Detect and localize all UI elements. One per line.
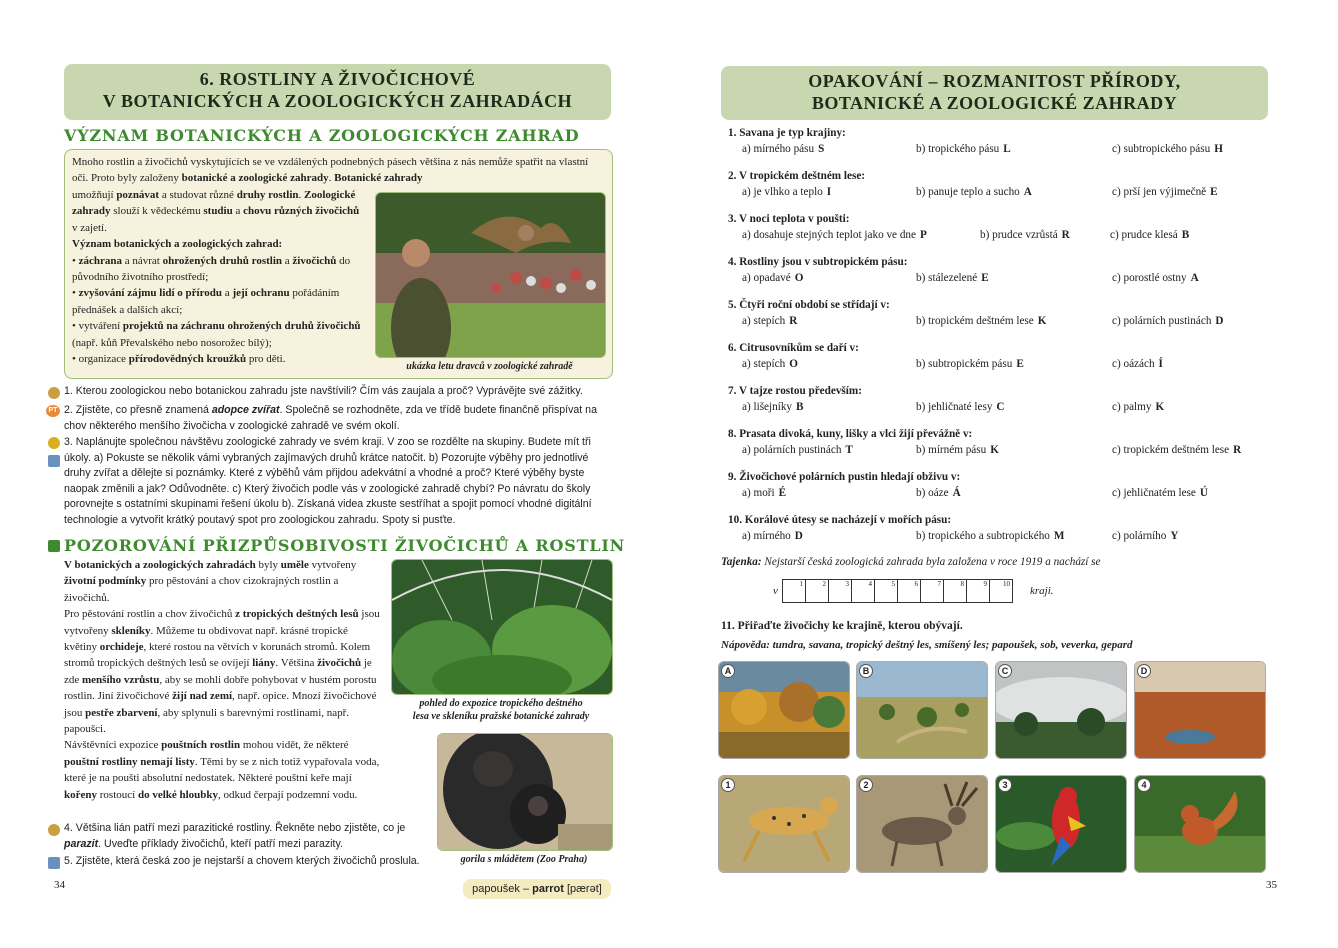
answer-text: b) tropickém deštném lese xyxy=(916,315,1034,327)
question-text: 10. Korálové útesy se nacházejí v mořích pásu: xyxy=(728,514,952,526)
answer-text: b) jehličnaté lesy xyxy=(916,401,993,413)
answer-option[interactable] xyxy=(1110,227,1189,244)
quiz-question xyxy=(728,168,1268,201)
landscape-label-c: C xyxy=(998,664,1012,678)
tajenka-cell[interactable] xyxy=(966,579,990,603)
answer-letter: R xyxy=(1061,229,1070,241)
answer-option[interactable] xyxy=(742,528,803,545)
observation-text: V botanických a zoologických zahradách byly uměle vytvořeny životní podmínky pro pěstování a chov cizokrajných rostlin a živočichů. Pro pěstování rostlin a chov živočichů z tropických deštných lesů jsou vytvořeny skleníky. Můžeme tu obdivovat např. krásné tropické květiny orchideje, které rostou na větvích v korunách stromů. Kolem stromů tropických deštných lesů se ovíjejí liány. Většina živočichů je zde menšího vzrůstu, aby se mohli dobře pohybovat v hustém porostu rostlin. Jiní živočichové žijí nad zemí, např. opice. Mnozí živočichové jsou pestře zbarvení, aby splynuli s barevnými rostlinami, např. papoušci. Návštěvníci expozice pouštních rostlin mohou vidět, že některé pouštní rostliny nemají listy. Těmi by se z nich totiž vypařovala voda, které je na poušti absolutní nedostatek. Některé pouštní keře mají kořeny rostoucí do velké hloubky, odkud čerpají podzemní vodu. xyxy=(64,559,380,801)
answer-row xyxy=(728,399,1268,416)
answer-text: b) subtropickém pásu xyxy=(916,358,1013,370)
vocab-badge: papoušek – parrot [pærət] xyxy=(463,879,611,899)
review-title-line2: BOTANICKÉ A ZOOLOGICKÉ ZAHRADY xyxy=(811,93,1178,113)
question-text: 1. Savana je typ krajiny: xyxy=(728,127,846,139)
tajenka-cell[interactable] xyxy=(782,579,806,603)
review-title-line1: OPAKOVÁNÍ – ROZMANITOST PŘÍRODY, xyxy=(808,71,1181,91)
task-1: 1. Kterou zoologickou nebo botanickou zahradu jste navštívili? Čím vás zaujala a proč? Vyprávějte své zážitky. xyxy=(64,385,583,397)
section-title-2: POZOROVÁNÍ PŘIZPŮSOBIVOSTI ŽIVOČICHŮ A ROSTLIN xyxy=(64,536,626,555)
section-title: VÝZNAM BOTANICKÝCH A ZOOLOGICKÝCH ZAHRAD xyxy=(64,126,580,145)
tajenka-cell[interactable] xyxy=(874,579,898,603)
napoveda: Nápověda: tundra, savana, tropický deštný les, smíšený les; papoušek, sob, veverka, gepard xyxy=(721,639,1133,651)
answer-letter: A xyxy=(1023,186,1032,198)
answer-option[interactable] xyxy=(1112,184,1218,201)
answer-option[interactable] xyxy=(916,356,1024,373)
answer-letter: Y xyxy=(1170,530,1179,542)
answer-text: a) mírného xyxy=(742,530,791,542)
cell-number: 10 xyxy=(1003,580,1010,588)
answer-letter: B xyxy=(1181,229,1190,241)
photo-caption: ukázka letu dravců v zoologické zahradě xyxy=(406,361,573,372)
animal-label-3: 3 xyxy=(998,778,1012,792)
animal-3-photo xyxy=(995,775,1127,873)
answer-text: c) prudce klesá xyxy=(1110,229,1178,241)
answer-option[interactable] xyxy=(1112,313,1224,330)
answer-letter: B xyxy=(796,401,804,413)
answer-text: c) polárních pustinách xyxy=(1112,315,1212,327)
answer-text: c) oázách xyxy=(1112,358,1155,370)
answer-option[interactable] xyxy=(742,141,824,158)
animal-1-photo xyxy=(718,775,850,873)
answer-text: a) stepích xyxy=(742,358,786,370)
answer-row xyxy=(728,184,1268,201)
tajenka-cell[interactable] xyxy=(897,579,921,603)
answer-text: c) porostlé ostny xyxy=(1112,272,1187,284)
answer-option[interactable] xyxy=(916,141,1011,158)
answer-option[interactable] xyxy=(1112,356,1163,373)
answer-option[interactable] xyxy=(1112,399,1164,416)
cell-number: 1 xyxy=(799,580,803,588)
answer-letter: K xyxy=(1037,315,1047,327)
answer-letter: E xyxy=(1016,358,1024,370)
answer-letter: D xyxy=(1215,315,1224,327)
animal-label-1: 1 xyxy=(721,778,735,792)
quiz-question xyxy=(728,469,1268,502)
answer-option[interactable] xyxy=(916,399,1005,416)
info-text: Mnoho rostlin a živočichů vyskytujících se ve vzdálených podnebných pásech většina z nás nemůže spatřit na vlastní oči. Proto byly založeny botanické a zoologické zahrady. Botanické zahrady xyxy=(72,156,589,185)
landscape-a-photo xyxy=(718,661,850,759)
answer-text: a) je vlhko a teplo xyxy=(742,186,823,198)
landscape-label-a: A xyxy=(721,664,735,678)
answer-option[interactable] xyxy=(916,184,1032,201)
answer-option[interactable] xyxy=(1112,141,1223,158)
question-text: 9. Živočichové polárních pustin hledají obživu v: xyxy=(728,471,961,483)
answer-letter: A xyxy=(1190,272,1199,284)
review-banner xyxy=(721,66,1268,120)
answer-letter: O xyxy=(794,272,804,284)
tajenka-end: kraji. xyxy=(1030,585,1054,597)
question-text: 3. V noci teplota v poušti: xyxy=(728,213,850,225)
animal-label-4: 4 xyxy=(1137,778,1151,792)
answer-text: b) stálezelené xyxy=(916,272,978,284)
answer-letter: Í xyxy=(1158,358,1163,370)
pt-icon: PT xyxy=(46,405,60,417)
answer-text: a) lišejníky xyxy=(742,401,793,413)
tajenka: Tajenka: Nejstarší česká zoologická zahrada byla založena v roce 1919 a nachází se xyxy=(721,556,1101,568)
tajenka-cell[interactable] xyxy=(851,579,875,603)
question-text: 2. V tropickém deštném lese: xyxy=(728,170,866,182)
page-number-left: 34 xyxy=(54,879,65,891)
answer-letter: K xyxy=(1155,401,1165,413)
answer-option[interactable] xyxy=(916,313,1046,330)
answer-text: a) moři xyxy=(742,487,775,499)
landscape-b-photo xyxy=(856,661,988,759)
task-4: 4. Většina lián patří mezi parazitické rostliny. Řekněte nebo zjistěte, co je parazit. Uveďte příklady živočichů, kteří patří mezi parazity. xyxy=(64,822,406,850)
cell-number: 6 xyxy=(914,580,918,588)
question-text: 5. Čtyři roční období se střídají v: xyxy=(728,299,890,311)
answer-letter: H xyxy=(1214,143,1223,155)
tajenka-cell[interactable] xyxy=(943,579,967,603)
answer-letter: P xyxy=(919,229,927,241)
landscape-label-b: B xyxy=(859,664,873,678)
answer-text: c) polárního xyxy=(1112,530,1167,542)
answer-letter: C xyxy=(996,401,1005,413)
landscape-c-photo xyxy=(995,661,1127,759)
answer-text: c) jehličnatém lese xyxy=(1112,487,1196,499)
cell-number: 4 xyxy=(868,580,872,588)
task-3: 3. Naplánujte společnou návštěvu zoologické zahrady ve svém kraji. V zoo se rozdělte na skupiny. Budete mít tři úkoly. a) Pokuste se několik vámi vybraných zajímavých druhů krátce natočit. b) Pozorujte výběhy pro jednotlivé druhy zvířat a dělejte si poznámky. Které z výběhů vám přijdou adekvátní a vhodné a proč? Které výběhy byste naopak změnili a jak? Odůvodněte. c) Který živočich podle vás v zoologické zahradě chybí? Po návratu do školy porovnejte s ostatními skupinami řešení úkolu b). Získaná videa zkuste sestříhat a spojit pomocí vhodné digitální technologie a vytvořit krátký poutavý spot pro zoologickou zahradu. Spoty si pusťte. xyxy=(64,436,592,526)
animal-4-photo xyxy=(1134,775,1266,873)
answer-option[interactable] xyxy=(980,227,1070,244)
answer-option[interactable] xyxy=(742,313,797,330)
answer-text: b) oáze xyxy=(916,487,949,499)
quiz-question xyxy=(728,426,1268,459)
tajenka-grid xyxy=(783,579,1013,603)
landscape-label-d: D xyxy=(1137,664,1151,678)
cell-number: 5 xyxy=(891,580,895,588)
quiz-question xyxy=(728,383,1268,416)
answer-letter: L xyxy=(1003,143,1011,155)
quiz-question xyxy=(728,254,1268,287)
answer-letter: D xyxy=(794,530,803,542)
quiz-question xyxy=(728,512,1268,545)
cell-number: 8 xyxy=(960,580,964,588)
answer-option[interactable] xyxy=(742,485,786,502)
answer-letter: R xyxy=(789,315,798,327)
answer-row xyxy=(728,356,1268,373)
chapter-title-line2: V BOTANICKÝCH A ZOOLOGICKÝCH ZAHRADÁCH xyxy=(102,91,573,111)
tajenka-cell[interactable] xyxy=(989,579,1013,603)
cell-number: 7 xyxy=(937,580,941,588)
question-text: 7. V tajze rostou především: xyxy=(728,385,862,397)
answer-row xyxy=(728,528,1268,545)
tajenka-cell[interactable] xyxy=(805,579,829,603)
answer-letter: I xyxy=(826,186,832,198)
tajenka-cell[interactable] xyxy=(828,579,852,603)
question-text: 8. Prasata divoká, kuny, lišky a vlci žijí převážně v: xyxy=(728,428,973,440)
answer-row xyxy=(728,270,1268,287)
animal-2-photo xyxy=(856,775,988,873)
answer-text: a) dosahuje stejných teplot jako ve dne xyxy=(742,229,916,241)
answer-option[interactable] xyxy=(1112,442,1241,459)
answer-row xyxy=(728,485,1268,502)
info-text-col: umožňují poznávat a studovat různé druhy rostlin. Zoologické zahrady slouží k vědeckému studiu a chovu různých živočichů v zajetí. Význam botanických a zoologických zahrad: • záchrana a návrat ohrožených druhů rostlin a živočichů do původního životního prostředí; • zvyšování zájmu lidí o přírodu a její ochranu pořádáním přednášek a dalších akcí; • vytváření projektů na záchranu ohrožených druhů živočichů (např. kůň Převalského nebo nosorožec bílý); • organizace přírodovědných kroužků pro děti. xyxy=(72,189,361,366)
answer-letter: M xyxy=(1053,530,1065,542)
tajenka-v: v xyxy=(773,585,778,597)
answer-text: b) mírném pásu xyxy=(916,444,987,456)
answer-letter: Á xyxy=(952,487,961,499)
answer-option[interactable] xyxy=(742,184,831,201)
quiz-question xyxy=(728,211,1268,244)
answer-letter: E xyxy=(981,272,989,284)
answer-option[interactable] xyxy=(1112,528,1178,545)
task-2: 2. Zjistěte, co přesně znamená adopce zvířat. Společně se rozhodněte, zda ve třídě budete finančně přispívat na chov některého menšího živočicha v zoologické zahradě ve svém okolí. xyxy=(64,404,597,432)
cell-number: 2 xyxy=(822,580,826,588)
tajenka-cell[interactable] xyxy=(920,579,944,603)
question-text: 6. Citrusovníkům se daří v: xyxy=(728,342,859,354)
question-text: 4. Rostliny jsou v subtropickém pásu: xyxy=(728,256,908,268)
answer-option[interactable] xyxy=(742,442,853,459)
task-11: 11. Přiřaďte živočichy ke krajině, kterou obývají. xyxy=(721,620,963,632)
gorilla-caption: gorila s mládětem (Zoo Praha) xyxy=(460,854,588,865)
answer-text: b) tropického pásu xyxy=(916,143,1000,155)
answer-text: a) opadavé xyxy=(742,272,791,284)
answer-option[interactable] xyxy=(742,270,803,287)
answer-letter: T xyxy=(845,444,853,456)
quiz-question xyxy=(728,340,1268,373)
quiz-question xyxy=(728,125,1268,158)
answer-option[interactable] xyxy=(1112,270,1199,287)
landscape-d-photo xyxy=(1134,661,1266,759)
answer-text: c) palmy xyxy=(1112,401,1152,413)
answer-text: a) mírného pásu xyxy=(742,143,815,155)
answer-option[interactable] xyxy=(916,270,989,287)
answer-letter: K xyxy=(990,444,999,456)
answer-letter: O xyxy=(789,358,798,370)
answer-letter: É xyxy=(778,487,787,499)
answer-text: c) subtropického pásu xyxy=(1112,143,1211,155)
answer-letter: R xyxy=(1233,444,1242,456)
answer-row xyxy=(728,227,1268,244)
answer-option[interactable] xyxy=(742,227,927,244)
answer-option[interactable] xyxy=(916,485,961,502)
cell-number: 9 xyxy=(983,580,987,588)
answer-option[interactable] xyxy=(742,356,798,373)
answer-text: b) prudce vzrůstá xyxy=(980,229,1058,241)
answer-row xyxy=(728,313,1268,330)
answer-option[interactable] xyxy=(916,442,999,459)
chapter-title-line1: 6. ROSTLINY A ŽIVOČICHOVÉ xyxy=(199,69,476,89)
answer-text: c) tropickém deštném lese xyxy=(1112,444,1230,456)
answer-text: c) prší jen výjimečně xyxy=(1112,186,1207,198)
task-5: 5. Zjistěte, která česká zoo je nejstarší a chovem kterých živočichů proslula. xyxy=(64,855,420,867)
answer-text: a) polárních pustinách xyxy=(742,444,842,456)
page-number-right: 35 xyxy=(1266,879,1277,891)
answer-text: b) panuje teplo a sucho xyxy=(916,186,1020,198)
answer-option[interactable] xyxy=(916,528,1064,545)
answer-option[interactable] xyxy=(1112,485,1208,502)
cell-number: 3 xyxy=(845,580,849,588)
answer-option[interactable] xyxy=(742,399,804,416)
greenhouse-caption: pohled do expozice tropického deštného lesa ve skleníku pražské botanické zahrady xyxy=(412,698,590,722)
answer-text: b) tropického a subtropického xyxy=(916,530,1050,542)
answer-letter: E xyxy=(1210,186,1218,198)
animal-label-2: 2 xyxy=(859,778,873,792)
answer-letter: Ú xyxy=(1199,487,1208,499)
answer-row xyxy=(728,442,1268,459)
answer-row xyxy=(728,141,1268,158)
answer-text: a) stepích xyxy=(742,315,786,327)
answer-letter: S xyxy=(818,143,825,155)
quiz-question xyxy=(728,297,1268,330)
